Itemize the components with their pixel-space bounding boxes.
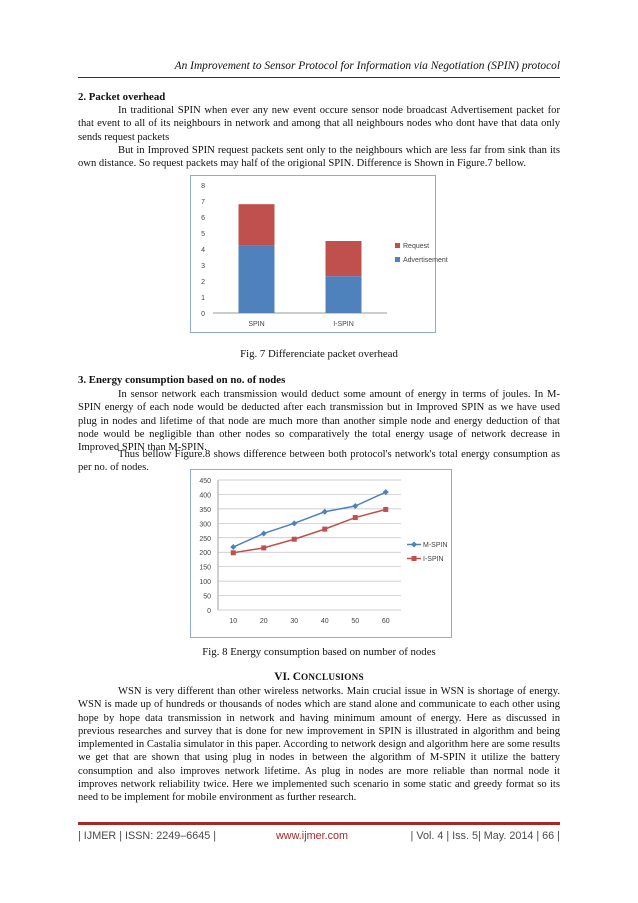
line-i-spin <box>233 509 386 552</box>
point-m-spin <box>352 503 358 509</box>
bar-request-i-spin <box>326 241 362 276</box>
header-rule <box>78 77 560 78</box>
legend-label-request: Request <box>403 243 430 250</box>
y-tick-label: 300 <box>199 521 211 529</box>
y-tick-label: 450 <box>199 478 211 485</box>
x-tick-label: 40 <box>320 618 329 625</box>
paragraph-conclusions: WSN is very different than other wireless networks. Main crucial issue in WSN is shortage of energy. WSN is made up of hundreds or thousands of nodes which are stand alone and communicate to each other using hope by hope data transmission in network and having minimum amount of energy. Here as discussed in previous researches and survey that is done for new improvement in SPIN is illustrated in algorithm and being implemented in Castalia simulator in this paper. According to network design and algorithm here are some results we get that are shown that using plug in nodes in between the algorithm of M-SPIN it utilize the battery consumption and also improves network lifetime. As plug in nodes are more reliable than normal node it improves network reliability twice. Here we implemented such scenario in some static and greedy format so its need to be implement for mobile environment as further research. <box>78 686 560 804</box>
section-title-conclusions <box>0 671 638 683</box>
figure-8-chart <box>190 469 452 638</box>
point-m-spin <box>291 520 297 526</box>
legend-label-i-spin: I-SPIN <box>423 556 444 563</box>
point-i-spin <box>383 507 388 512</box>
y-tick-label: 5 <box>201 231 205 238</box>
footer-journal: | IJMER | ISSN: 2249–6645 | <box>78 830 217 842</box>
point-i-spin <box>322 527 327 532</box>
legend-label-m-spin: M-SPIN <box>423 542 448 549</box>
legend-swatch-advertisement <box>395 257 400 262</box>
legend-swatch-request <box>395 243 400 248</box>
y-tick-label: 400 <box>199 492 211 500</box>
paragraph-packet-overhead-1: In traditional SPIN when ever any new event occure sensor node broadcast Advertisement packet for that event to all of its neighbours in network and among that all neighbours nodes who dont have that data only sends request packets <box>78 105 560 143</box>
point-i-spin <box>292 537 297 542</box>
x-tick-label: I-SPIN <box>333 321 354 328</box>
point-m-spin <box>322 509 328 515</box>
bar-advertisement-spin <box>239 246 275 313</box>
y-tick-label: 2 <box>201 279 205 286</box>
bar-advertisement-i-spin <box>326 276 362 313</box>
legend-marker-i-spin <box>412 556 417 561</box>
footer-website-link[interactable]: www.ijmer.com <box>276 830 348 842</box>
conclusions-number: VI. <box>274 671 290 683</box>
legend-label-advertisement: Advertisement <box>403 257 448 264</box>
x-tick-label: 50 <box>351 618 360 625</box>
figure-8-caption: Fig. 8 Energy consumption based on number of nodes <box>202 646 436 658</box>
y-tick-label: 250 <box>199 535 211 543</box>
point-i-spin <box>261 545 266 550</box>
x-tick-label: 60 <box>381 618 390 625</box>
section-title-packet-overhead: 2. Packet overhead <box>78 91 166 103</box>
y-tick-label: 8 <box>201 183 205 190</box>
y-tick-label: 150 <box>199 564 211 572</box>
y-tick-label: 7 <box>201 199 205 206</box>
point-m-spin <box>261 530 267 536</box>
y-tick-label: 100 <box>199 579 211 587</box>
figure-7-chart <box>190 175 448 333</box>
footer-rule <box>78 822 560 825</box>
point-i-spin <box>231 550 236 555</box>
legend-marker-m-spin <box>411 542 417 548</box>
paragraph-energy-1: In sensor network each transmission would deduct some amount of energy in terms of joules. In M-SPIN energy of each node would be deducted after each transmission but in Improved SPIN as we have used plug in nodes and lifetime of that node are much more than another simple node and energy deduction of that node would be negligible than other nodes so comparatively the total energy usage of network decrease in Improved SPIN than M-SPIN. <box>78 389 560 454</box>
footer-volume: | Vol. 4 | Iss. 5| May. 2014 | 66 | <box>410 830 560 842</box>
section-title-energy: 3. Energy consumption based on no. of nodes <box>78 374 286 386</box>
paragraph-packet-overhead-2: But in Improved SPIN request packets sent only to the neighbours which are less far from sink than its own distance. So request packets may half of the origional SPIN. Difference is Shown in Figure.7 bellow. <box>78 145 560 170</box>
x-tick-label: 20 <box>259 618 268 625</box>
y-tick-label: 6 <box>201 215 205 222</box>
bar-request-spin <box>239 204 275 246</box>
y-tick-label: 4 <box>201 247 205 254</box>
figure-7-caption: Fig. 7 Differenciate packet overhead <box>240 348 398 360</box>
y-tick-label: 200 <box>199 550 211 558</box>
conclusions-first-letter: C <box>292 671 302 683</box>
line-m-spin <box>233 492 386 547</box>
y-tick-label: 1 <box>201 295 205 302</box>
x-tick-label: SPIN <box>248 321 265 328</box>
energy-consumption-chart <box>191 470 451 637</box>
y-tick-label: 50 <box>203 593 211 601</box>
paragraph-energy-2: Thus bellow Figure.8 shows difference between both protocol's network's total energy consumption as per no. of nodes. <box>78 449 560 474</box>
x-tick-label: 10 <box>229 618 238 625</box>
conclusions-rest: ONCLUSIONS <box>301 672 364 682</box>
packet-overhead-chart <box>191 176 448 332</box>
y-tick-label: 350 <box>199 506 211 514</box>
y-tick-label: 0 <box>207 608 211 615</box>
point-i-spin <box>353 515 358 520</box>
point-m-spin <box>230 544 236 550</box>
running-head: An Improvement to Sensor Protocol for Information via Negotiation (SPIN) protocol <box>174 60 560 72</box>
x-tick-label: 30 <box>290 618 299 625</box>
y-tick-label: 0 <box>201 311 205 318</box>
y-tick-label: 3 <box>201 263 205 270</box>
